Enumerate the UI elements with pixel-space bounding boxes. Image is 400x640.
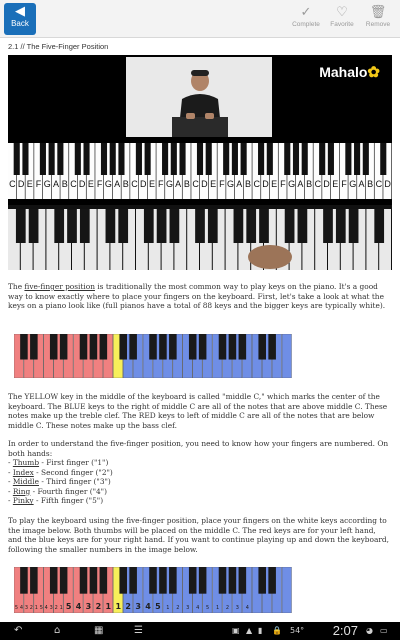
diagram-black-key — [20, 567, 28, 594]
black-key — [29, 209, 39, 243]
black-key — [363, 143, 369, 175]
labeled-keyboard — [8, 143, 392, 199]
photo-icon: ▣ — [232, 626, 240, 635]
key-label: A — [358, 179, 365, 189]
diagram-black-key — [129, 334, 137, 360]
diagram-black-key — [159, 567, 167, 594]
diagram-black-key — [169, 567, 177, 594]
black-key — [101, 143, 107, 175]
section-title: 2.1 // The Five-Finger Position — [8, 42, 109, 51]
diagram-key — [282, 567, 291, 613]
heart-icon: ♡ — [336, 4, 348, 19]
black-key — [206, 143, 212, 175]
black-key — [302, 143, 308, 175]
key-label: B — [306, 179, 313, 189]
key-label: A — [175, 179, 182, 189]
key-label: B — [61, 179, 68, 189]
black-key — [298, 209, 308, 243]
finger-number-large: 3 — [85, 602, 92, 611]
five-finger-link[interactable]: five-finger position — [24, 282, 95, 291]
finger-desc: - Second finger ("2") — [33, 467, 113, 477]
diagram-black-key — [189, 334, 197, 360]
black-key — [179, 143, 185, 175]
key-label: A — [52, 179, 60, 189]
black-key — [258, 143, 264, 175]
finger-number-large: 3 — [135, 602, 141, 611]
finger-number-large: 1 — [105, 602, 112, 611]
black-key — [118, 143, 124, 175]
middle-c-paragraph: The YELLOW key in the middle of the keyboard is called "middle C," which marks the center of the keyboard. The BLUE keys to the right of middle C are all of the notes that are above middle C. These notes make up the treble clef. The RED keys to left of middle C are all of the notes that are below middle C. These notes make up the bass clef. — [8, 392, 388, 430]
key-label: E — [271, 179, 278, 189]
black-key — [241, 143, 247, 175]
video-presenter-frame — [126, 57, 272, 137]
black-key — [49, 143, 55, 175]
key-label: E — [87, 179, 94, 189]
key-label: D — [201, 179, 208, 189]
black-key — [57, 143, 63, 175]
diagram-black-key — [268, 567, 276, 594]
finger-number-large: 5 — [65, 602, 72, 611]
back-label: Back — [11, 19, 29, 28]
finger-name: Ring — [12, 486, 31, 496]
black-key — [345, 143, 351, 175]
presenter-image — [172, 67, 228, 137]
five-finger-paragraph: To play the keyboard using the five-finger position, place your fingers on the white keys according to the image below. Both thumbs will be placed on the middle C. The red keys are for your left hand, and the blue keys are for your right hand. If you want to continue playing up and down the keyboard, following the smaller numbers in the image below. — [8, 516, 390, 554]
finger-item-index: - Index - Second finger ("2") — [8, 467, 113, 477]
finger-number-large: 1 — [115, 602, 122, 611]
check-icon: ✓ — [300, 4, 312, 19]
home-nav-icon[interactable]: ⌂ — [54, 625, 61, 636]
favorite-label: Favorite — [330, 21, 354, 28]
finger-number-small: 5 — [206, 605, 210, 611]
key-label: G — [288, 179, 296, 189]
diagram-black-key — [119, 334, 127, 360]
key-label: F — [157, 179, 164, 189]
key-label: E — [148, 179, 156, 189]
key-label: B — [122, 179, 129, 189]
diagram-black-key — [189, 567, 197, 594]
intro-post: is traditionally the most common way to play keys on the piano. It's a good way to know exactly where to place your fingers on the keyboard. First, let's take a look at what the keys on a piano look like (full pianos have a total of 88 keys and the bigger keys are typically white). — [8, 282, 386, 311]
key-label: G — [227, 179, 235, 189]
finger-name: Thumb — [12, 458, 40, 467]
finger-desc: - Fourth finger ("4") — [30, 486, 107, 496]
black-key — [284, 143, 290, 175]
finger-item-thumb: - Thumb - First finger ("1") — [8, 458, 109, 467]
diagram-black-key — [199, 567, 207, 594]
back-nav-icon[interactable]: ↶ — [14, 625, 23, 636]
key-label: D — [262, 179, 269, 189]
black-key — [75, 143, 81, 175]
diagram-black-key — [229, 334, 237, 360]
black-key — [157, 209, 167, 243]
black-key — [110, 143, 116, 175]
battery-temp: 54° — [290, 626, 305, 635]
complete-button[interactable] — [288, 4, 324, 29]
black-key — [162, 143, 168, 175]
diagram-black-key — [239, 334, 247, 360]
black-key — [336, 209, 346, 243]
intro-paragraph — [8, 282, 392, 311]
finger-name: Index — [12, 467, 34, 477]
android-icon: ▲ — [246, 626, 253, 635]
finger-number-small: 4 — [19, 605, 24, 611]
diagram-black-key — [100, 567, 108, 594]
mahalo-logo — [319, 63, 380, 81]
diagram-black-key — [50, 567, 58, 594]
black-key — [195, 209, 205, 243]
black-key — [328, 143, 334, 175]
diagram-black-key — [60, 334, 68, 360]
key-label: A — [114, 179, 121, 189]
key-label: C — [9, 179, 16, 189]
black-key — [319, 143, 325, 175]
finger-number-small: 4 — [245, 605, 249, 611]
finger-number-large: 4 — [75, 602, 82, 611]
black-key — [118, 209, 128, 243]
diagram-black-key — [239, 567, 247, 594]
finger-number-small: 4 — [196, 605, 200, 611]
black-key — [349, 209, 359, 243]
remove-label: Remove — [365, 21, 391, 28]
intro-pre: The — [8, 282, 25, 291]
black-key — [22, 143, 28, 175]
diagram-black-key — [80, 567, 88, 594]
lock-icon: 🔒 — [272, 626, 282, 635]
black-key — [171, 143, 177, 175]
black-key — [54, 209, 64, 243]
black-key — [232, 143, 238, 175]
finger-number-small: 4 — [44, 605, 48, 611]
finger-number-small: 3 — [235, 605, 239, 611]
finger-number-diagram — [14, 567, 292, 613]
finger-number-small: 1 — [59, 605, 63, 611]
finger-number-small: 2 — [54, 605, 58, 611]
key-label: F — [35, 179, 42, 189]
black-key — [144, 209, 154, 243]
lesson-actions — [288, 4, 396, 29]
key-label: D — [78, 179, 86, 189]
lesson-content[interactable] — [0, 38, 400, 622]
mahalo-logo-text: Mahalo — [319, 64, 368, 80]
finger-number-small: 5 — [39, 605, 43, 611]
key-label: C — [375, 179, 383, 189]
black-key — [80, 209, 90, 243]
key-label: G — [104, 179, 112, 189]
key-label: A — [297, 179, 304, 189]
finger-number-small: 2 — [225, 605, 230, 611]
key-label: C — [314, 179, 322, 189]
diagram-black-key — [100, 334, 108, 360]
favorite-button[interactable] — [324, 4, 360, 29]
finger-number-large: 5 — [155, 602, 161, 611]
sd-card-icon: ▮ — [258, 626, 263, 635]
diagram-black-key — [219, 334, 227, 360]
black-key — [16, 209, 26, 243]
key-label: C — [253, 179, 260, 189]
key-label: B — [183, 179, 190, 189]
battery-icon: ▭ — [380, 626, 388, 635]
back-button[interactable] — [4, 3, 36, 35]
key-label: F — [219, 179, 225, 189]
key-label: D — [384, 179, 391, 189]
finger-desc: - First finger ("1") — [39, 458, 109, 467]
finger-item-ring: - Ring - Fourth finger ("4") — [8, 486, 107, 496]
diagram-key — [282, 334, 291, 378]
finger-number-small: 5 — [14, 605, 19, 611]
black-key — [223, 143, 229, 175]
keyboard-closeup — [8, 205, 392, 270]
diagram-black-key — [268, 334, 276, 360]
diagram-black-key — [149, 567, 157, 594]
diagram-black-key — [60, 567, 68, 594]
diagram-black-key — [129, 567, 137, 594]
finger-item-pinky: - Pinky - Fifth finger ("5") — [8, 496, 104, 506]
black-key — [323, 209, 333, 243]
diagram-black-key — [20, 334, 28, 360]
finger-name: Pinky — [12, 496, 34, 506]
black-key — [293, 143, 299, 175]
key-label: F — [280, 179, 286, 189]
wifi-icon: ◕ — [366, 626, 373, 635]
key-label: F — [96, 179, 103, 189]
diagram-black-key — [50, 334, 58, 360]
finger-number-large: 2 — [95, 602, 102, 611]
back-arrow-icon: ◀ — [15, 4, 25, 19]
finger-number-small: 2 — [29, 605, 33, 611]
key-label: C — [70, 179, 77, 189]
keyboard-color-diagram — [14, 334, 292, 378]
finger-number-large: 4 — [145, 602, 151, 611]
key-label: E — [332, 179, 339, 189]
system-navigation-bar — [0, 622, 400, 640]
diagram-black-key — [80, 334, 88, 360]
key-label: D — [323, 179, 330, 189]
black-key — [106, 209, 116, 243]
black-key — [208, 209, 218, 243]
remove-button[interactable] — [360, 4, 396, 29]
key-label: D — [17, 179, 25, 189]
diagram-black-key — [119, 567, 127, 594]
key-label: C — [192, 179, 199, 189]
black-key — [380, 143, 386, 175]
black-key — [234, 209, 244, 243]
key-label: G — [349, 179, 357, 189]
finger-desc: - Fifth finger ("5") — [33, 496, 104, 506]
black-key — [374, 209, 384, 243]
key-label: G — [165, 179, 173, 189]
recent-apps-icon[interactable]: ▦ — [94, 625, 104, 636]
diagram-black-key — [159, 334, 167, 360]
black-key — [170, 209, 180, 243]
finger-number-small: 3 — [49, 605, 53, 611]
diagram-black-key — [229, 567, 237, 594]
diagram-black-key — [169, 334, 177, 360]
black-key — [67, 209, 77, 243]
key-label: G — [43, 179, 51, 189]
finger-number-small: 1 — [166, 605, 170, 611]
top-action-bar — [0, 0, 400, 38]
finger-desc: - Third finger ("3") — [39, 477, 111, 487]
black-key — [83, 143, 89, 175]
diagram-black-key — [219, 567, 227, 594]
finger-name: Middle — [12, 477, 39, 487]
black-key — [246, 209, 256, 243]
diagram-black-key — [258, 567, 266, 594]
black-key — [145, 143, 151, 175]
finger-number-large: 2 — [125, 602, 131, 611]
finger-item-middle: - Middle - Third finger ("3") — [8, 477, 111, 487]
finger-number-small: 3 — [186, 605, 190, 611]
diagram-black-key — [30, 567, 38, 594]
flower-icon: ✿ — [367, 64, 380, 81]
diagram-black-key — [30, 334, 38, 360]
key-label: D — [140, 179, 147, 189]
key-label: B — [367, 179, 374, 189]
diagram-black-key — [90, 334, 98, 360]
finger-list — [8, 458, 392, 506]
black-key — [267, 143, 273, 175]
black-key — [40, 143, 46, 175]
finger-number-small: 1 — [215, 605, 220, 611]
trash-icon: 🗑 — [369, 4, 387, 19]
black-key — [354, 143, 360, 175]
key-label: F — [341, 179, 347, 189]
finger-number-small: 1 — [34, 605, 38, 611]
black-key — [259, 209, 269, 243]
key-label: A — [236, 179, 243, 189]
black-key — [14, 143, 20, 175]
finger-number-small: 3 — [24, 605, 29, 611]
black-key — [197, 143, 203, 175]
diagram-black-key — [258, 334, 266, 360]
diagram-black-key — [149, 334, 157, 360]
clock-time: 2:07 — [332, 623, 358, 638]
video-player[interactable] — [8, 55, 392, 270]
diagram-black-key — [90, 567, 98, 594]
finger-intro-paragraph: In order to understand the five-finger position, you need to know how your fingers are numbered. On both hands: — [8, 439, 389, 458]
complete-label: Complete — [292, 21, 320, 28]
hand-image — [248, 245, 292, 269]
key-label: C — [131, 179, 138, 189]
key-label: E — [26, 179, 33, 189]
finger-number-small: 2 — [176, 605, 180, 611]
key-label: E — [210, 179, 217, 189]
black-key — [285, 209, 295, 243]
key-label: B — [244, 179, 252, 189]
menu-icon[interactable]: ☰ — [134, 625, 143, 636]
black-key — [136, 143, 142, 175]
diagram-black-key — [199, 334, 207, 360]
